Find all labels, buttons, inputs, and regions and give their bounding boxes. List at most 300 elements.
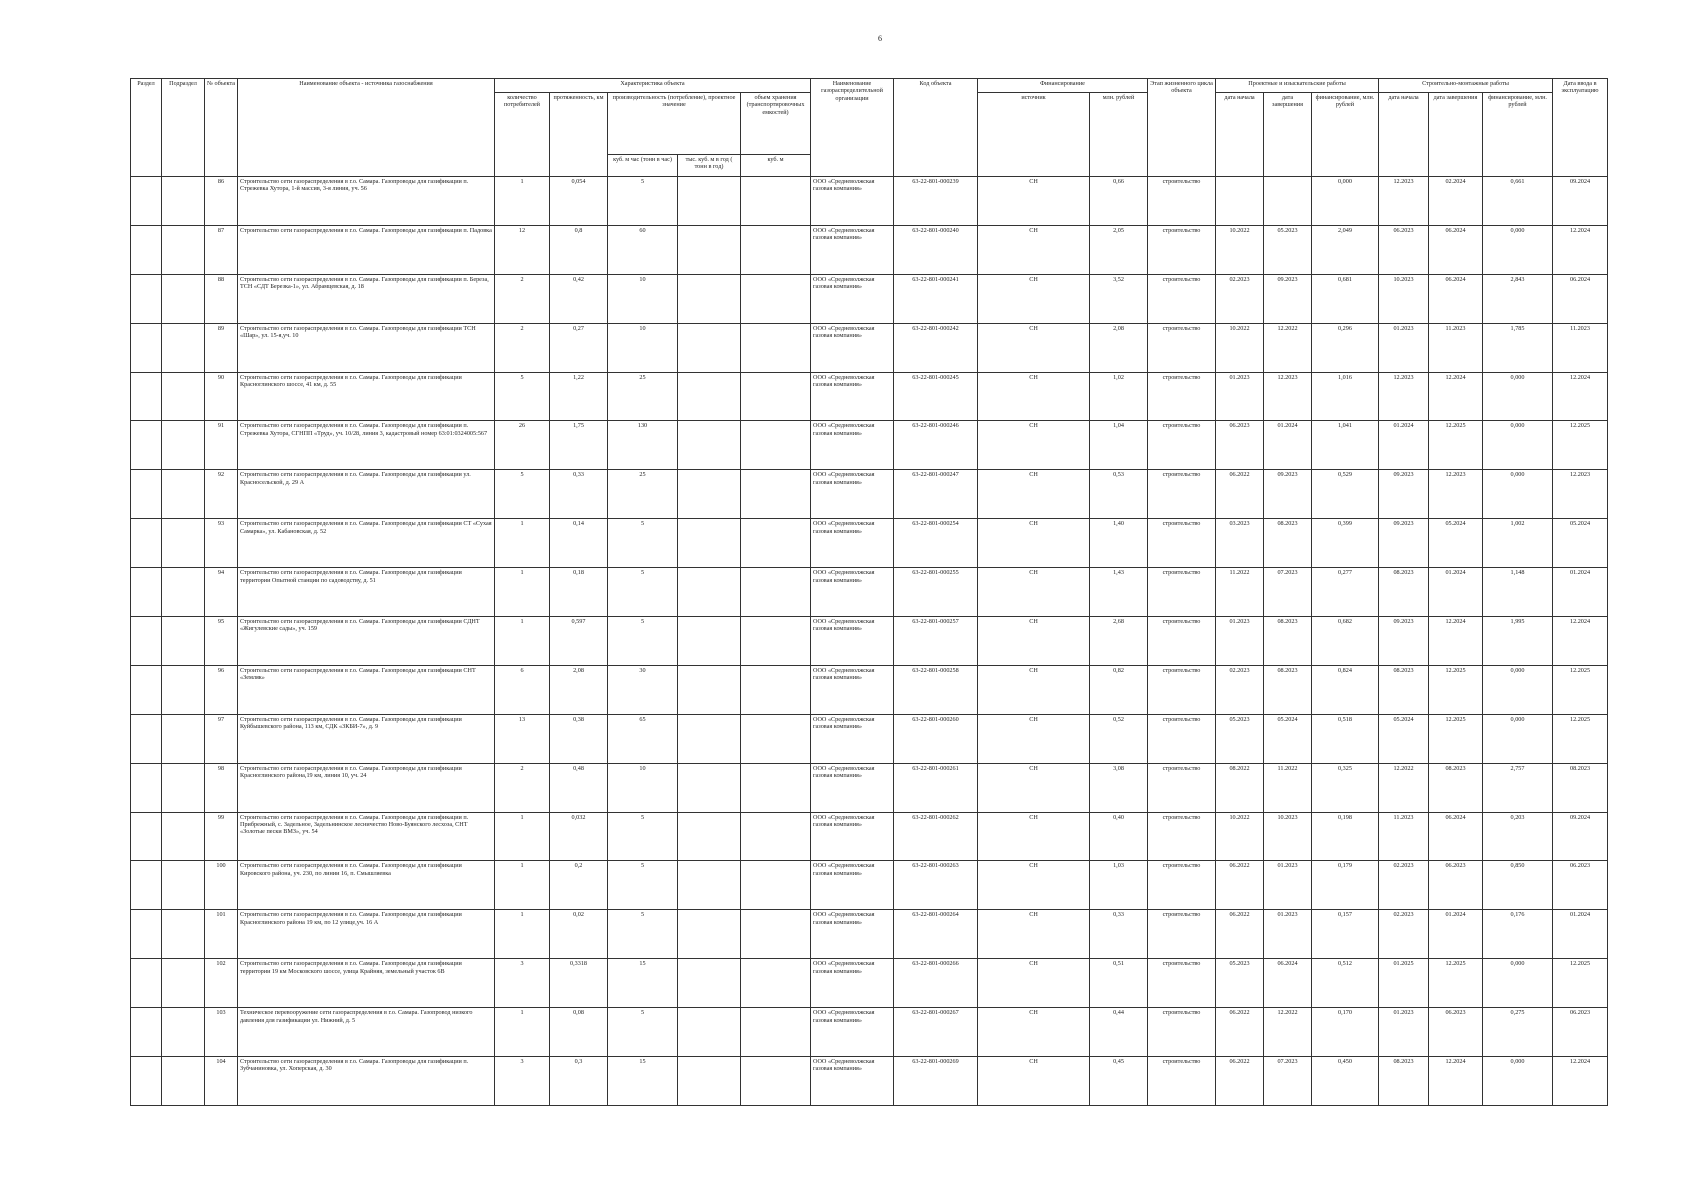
col-object-name: Наименование объекта - источника газоснабжения xyxy=(238,79,495,177)
section-cell xyxy=(131,323,162,372)
col-storage: объем хранения (транспортировочных емкостей) xyxy=(741,93,811,155)
section-cell xyxy=(131,177,162,226)
design-end-date: 01.2024 xyxy=(1264,421,1312,470)
object-name: Строительство сети газораспределения в г.о. Самара. Газопроводы для газификации п. Прибрежный, с. Задельное, Задельнинское лесничество Ново-Буянского лесхоза, СНТ «Золотые пески ВМЗ», уч. 54 xyxy=(238,812,495,861)
design-start-date: 05.2023 xyxy=(1216,959,1264,1008)
subsection-cell xyxy=(162,763,205,812)
financing-source: СН xyxy=(978,861,1090,910)
organization-name: ООО «Средневолжская газовая компания» xyxy=(811,714,894,763)
col-fin-amount: млн. рублей xyxy=(1090,93,1148,177)
construction-financing: 0,203 xyxy=(1483,812,1553,861)
capacity-hour: 15 xyxy=(608,1057,678,1106)
financing-amount: 0,52 xyxy=(1090,714,1148,763)
subsection-cell xyxy=(162,421,205,470)
object-number: 90 xyxy=(205,372,238,421)
length-km: 0,3318 xyxy=(550,959,608,1008)
table-row xyxy=(131,910,1608,959)
commission-date: 01.2024 xyxy=(1553,910,1608,959)
organization-name: ООО «Средневолжская газовая компания» xyxy=(811,861,894,910)
capacity-hour: 5 xyxy=(608,617,678,666)
consumers-count: 2 xyxy=(495,763,550,812)
construction-end-date: 02.2024 xyxy=(1429,177,1483,226)
object-name: Строительство сети газораспределения в г.о. Самара. Газопроводы для газификации Красноглинского шоссе, 41 км, д. 55 xyxy=(238,372,495,421)
storage-volume xyxy=(741,274,811,323)
financing-source: СН xyxy=(978,323,1090,372)
construction-financing: 0,000 xyxy=(1483,714,1553,763)
design-end-date: 09.2023 xyxy=(1264,470,1312,519)
construction-start-date: 08.2023 xyxy=(1379,665,1429,714)
table-row xyxy=(131,323,1608,372)
length-km: 0,8 xyxy=(550,225,608,274)
commission-date: 12.2025 xyxy=(1553,665,1608,714)
design-start-date: 06.2022 xyxy=(1216,861,1264,910)
financing-amount: 2,08 xyxy=(1090,323,1148,372)
capacity-year xyxy=(678,323,741,372)
financing-amount: 1,40 xyxy=(1090,519,1148,568)
capacity-hour: 5 xyxy=(608,861,678,910)
design-financing: 0,529 xyxy=(1312,470,1379,519)
design-start-date: 06.2022 xyxy=(1216,910,1264,959)
capacity-hour: 25 xyxy=(608,470,678,519)
length-km: 0,48 xyxy=(550,763,608,812)
financing-source: СН xyxy=(978,568,1090,617)
construction-financing: 0,000 xyxy=(1483,372,1553,421)
length-km: 1,22 xyxy=(550,372,608,421)
section-cell xyxy=(131,274,162,323)
col-subsection: Подраздел xyxy=(162,79,205,177)
financing-amount: 3,08 xyxy=(1090,763,1148,812)
organization-name: ООО «Средневолжская газовая компания» xyxy=(811,323,894,372)
financing-amount: 0,66 xyxy=(1090,177,1148,226)
construction-financing: 0,850 xyxy=(1483,861,1553,910)
page-number: 6 xyxy=(878,34,882,43)
object-number: 104 xyxy=(205,1057,238,1106)
object-number: 92 xyxy=(205,470,238,519)
object-number: 93 xyxy=(205,519,238,568)
commission-date: 12.2023 xyxy=(1553,470,1608,519)
design-end-date: 12.2023 xyxy=(1264,372,1312,421)
construction-start-date: 01.2024 xyxy=(1379,421,1429,470)
object-name: Строительство сети газораспределения в г.о. Самара. Газопроводы для газификации Красноглинского района 19 км, по 12 улице,уч. 16 А xyxy=(238,910,495,959)
organization-name: ООО «Средневолжская газовая компания» xyxy=(811,470,894,519)
object-name: Строительство сети газораспределения в г.о. Самара. Газопроводы для газификации ул. Красносельской, д. 29 А xyxy=(238,470,495,519)
construction-financing: 1,148 xyxy=(1483,568,1553,617)
object-name: Строительство сети газораспределения в г.о. Самара. Газопроводы для газификации Кировского района, уч. 230, по линии 16, п. Смышляевка xyxy=(238,861,495,910)
capacity-hour: 60 xyxy=(608,225,678,274)
col-capacity-hour: куб. м час (тонн в час) xyxy=(608,155,678,177)
col-length: протяженность, км xyxy=(550,93,608,177)
length-km: 0,42 xyxy=(550,274,608,323)
length-km: 0,38 xyxy=(550,714,608,763)
subsection-cell xyxy=(162,519,205,568)
construction-end-date: 12.2025 xyxy=(1429,959,1483,1008)
lifecycle-stage: строительство xyxy=(1148,959,1216,1008)
object-number: 97 xyxy=(205,714,238,763)
col-object-number: № объекта xyxy=(205,79,238,177)
construction-start-date: 01.2023 xyxy=(1379,323,1429,372)
length-km: 0,2 xyxy=(550,861,608,910)
object-number: 86 xyxy=(205,177,238,226)
storage-volume xyxy=(741,421,811,470)
consumers-count: 12 xyxy=(495,225,550,274)
design-end-date: 12.2022 xyxy=(1264,323,1312,372)
subsection-cell xyxy=(162,861,205,910)
design-end-date: 08.2023 xyxy=(1264,519,1312,568)
lifecycle-stage: строительство xyxy=(1148,763,1216,812)
construction-start-date: 12.2022 xyxy=(1379,763,1429,812)
table-row xyxy=(131,177,1608,226)
design-start-date: 10.2022 xyxy=(1216,812,1264,861)
financing-amount: 1,02 xyxy=(1090,372,1148,421)
organization-name: ООО «Средневолжская газовая компания» xyxy=(811,1057,894,1106)
col-storage-unit: куб. м xyxy=(741,155,811,177)
table-row xyxy=(131,470,1608,519)
section-cell xyxy=(131,959,162,1008)
construction-end-date: 06.2024 xyxy=(1429,274,1483,323)
lifecycle-stage: строительство xyxy=(1148,617,1216,666)
financing-amount: 3,52 xyxy=(1090,274,1148,323)
design-end-date: 01.2023 xyxy=(1264,910,1312,959)
object-code: 63-22-801-000263 xyxy=(894,861,978,910)
construction-end-date: 05.2024 xyxy=(1429,519,1483,568)
design-start-date: 05.2023 xyxy=(1216,714,1264,763)
design-start-date xyxy=(1216,177,1264,226)
construction-start-date: 05.2024 xyxy=(1379,714,1429,763)
table-row xyxy=(131,763,1608,812)
capacity-year xyxy=(678,910,741,959)
capacity-hour: 5 xyxy=(608,910,678,959)
construction-end-date: 06.2023 xyxy=(1429,861,1483,910)
storage-volume xyxy=(741,177,811,226)
section-cell xyxy=(131,421,162,470)
length-km: 1,75 xyxy=(550,421,608,470)
col-constr-fin: финансирование, млн. рублей xyxy=(1483,93,1553,177)
table-row xyxy=(131,617,1608,666)
consumers-count: 2 xyxy=(495,274,550,323)
table-row xyxy=(131,519,1608,568)
col-construction-works: Строительно-монтажные работы xyxy=(1379,79,1553,93)
table-row xyxy=(131,225,1608,274)
storage-volume xyxy=(741,470,811,519)
object-name: Строительство сети газораспределения в г.о. Самара. Газопроводы для газификации ТСН «Шар», ул. 15-я,уч. 10 xyxy=(238,323,495,372)
object-name: Строительство сети газораспределения в г.о. Самара. Газопроводы для газификации п. Падовка xyxy=(238,225,495,274)
storage-volume xyxy=(741,1057,811,1106)
financing-source: СН xyxy=(978,617,1090,666)
object-number: 102 xyxy=(205,959,238,1008)
table-row xyxy=(131,1008,1608,1057)
length-km: 0,27 xyxy=(550,323,608,372)
design-financing: 0,296 xyxy=(1312,323,1379,372)
length-km: 0,054 xyxy=(550,177,608,226)
capacity-hour: 5 xyxy=(608,177,678,226)
design-financing: 0,512 xyxy=(1312,959,1379,1008)
construction-start-date: 09.2023 xyxy=(1379,470,1429,519)
length-km: 2,08 xyxy=(550,665,608,714)
lifecycle-stage: строительство xyxy=(1148,470,1216,519)
capacity-year xyxy=(678,372,741,421)
design-start-date: 10.2022 xyxy=(1216,323,1264,372)
length-km: 0,14 xyxy=(550,519,608,568)
object-code: 63-22-801-000242 xyxy=(894,323,978,372)
capacity-year xyxy=(678,421,741,470)
section-cell xyxy=(131,372,162,421)
object-number: 99 xyxy=(205,812,238,861)
object-code: 63-22-801-000267 xyxy=(894,1008,978,1057)
financing-amount: 0,82 xyxy=(1090,665,1148,714)
commission-date: 12.2024 xyxy=(1553,617,1608,666)
design-start-date: 02.2023 xyxy=(1216,665,1264,714)
capacity-year xyxy=(678,714,741,763)
capacity-year xyxy=(678,568,741,617)
organization-name: ООО «Средневолжская газовая компания» xyxy=(811,372,894,421)
capacity-hour: 5 xyxy=(608,812,678,861)
col-section: Раздел xyxy=(131,79,162,177)
construction-financing: 0,176 xyxy=(1483,910,1553,959)
storage-volume xyxy=(741,568,811,617)
object-code: 63-22-801-000246 xyxy=(894,421,978,470)
design-end-date: 12.2022 xyxy=(1264,1008,1312,1057)
storage-volume xyxy=(741,372,811,421)
design-financing: 1,041 xyxy=(1312,421,1379,470)
design-start-date: 01.2023 xyxy=(1216,372,1264,421)
design-financing: 0,179 xyxy=(1312,861,1379,910)
object-code: 63-22-801-000254 xyxy=(894,519,978,568)
financing-source: СН xyxy=(978,910,1090,959)
length-km: 0,032 xyxy=(550,812,608,861)
col-capacity: производительность (потребление), проектное значение xyxy=(608,93,741,155)
section-cell xyxy=(131,225,162,274)
lifecycle-stage: строительство xyxy=(1148,177,1216,226)
capacity-hour: 15 xyxy=(608,959,678,1008)
lifecycle-stage: строительство xyxy=(1148,910,1216,959)
object-code: 63-22-801-000266 xyxy=(894,959,978,1008)
capacity-year xyxy=(678,225,741,274)
object-number: 89 xyxy=(205,323,238,372)
table-row xyxy=(131,1057,1608,1106)
capacity-year xyxy=(678,959,741,1008)
col-design-fin: финансирование, млн. рублей xyxy=(1312,93,1379,177)
construction-end-date: 06.2024 xyxy=(1429,812,1483,861)
subsection-cell xyxy=(162,1057,205,1106)
storage-volume xyxy=(741,225,811,274)
construction-end-date: 01.2024 xyxy=(1429,910,1483,959)
consumers-count: 3 xyxy=(495,1057,550,1106)
capacity-year xyxy=(678,665,741,714)
commission-date: 01.2024 xyxy=(1553,568,1608,617)
construction-start-date: 10.2023 xyxy=(1379,274,1429,323)
storage-volume xyxy=(741,617,811,666)
design-financing: 1,016 xyxy=(1312,372,1379,421)
design-financing: 0,681 xyxy=(1312,274,1379,323)
financing-amount: 2,05 xyxy=(1090,225,1148,274)
subsection-cell xyxy=(162,714,205,763)
commission-date: 12.2024 xyxy=(1553,225,1608,274)
commission-date: 12.2025 xyxy=(1553,959,1608,1008)
construction-end-date: 12.2024 xyxy=(1429,372,1483,421)
object-name: Строительство сети газораспределения в г.о. Самара. Газопроводы для газификации п. Зубчаниновка, ул. Хоперская, д. 30 xyxy=(238,1057,495,1106)
design-start-date: 03.2023 xyxy=(1216,519,1264,568)
financing-amount: 1,43 xyxy=(1090,568,1148,617)
object-name: Строительство сети газораспределения в г.о. Самара. Газопроводы для газификации п. Береза, ТСН «СДТ Березка-1», ул. Абрамцевская, д. 18 xyxy=(238,274,495,323)
construction-end-date: 06.2024 xyxy=(1429,225,1483,274)
financing-source: СН xyxy=(978,1057,1090,1106)
lifecycle-stage: строительство xyxy=(1148,665,1216,714)
capacity-hour: 130 xyxy=(608,421,678,470)
lifecycle-stage: строительство xyxy=(1148,323,1216,372)
storage-volume xyxy=(741,763,811,812)
object-code: 63-22-801-000269 xyxy=(894,1057,978,1106)
design-financing: 0,277 xyxy=(1312,568,1379,617)
col-design-end: дата завершения xyxy=(1264,93,1312,177)
capacity-year xyxy=(678,470,741,519)
construction-financing: 0,000 xyxy=(1483,665,1553,714)
col-consumers: количество потребителей xyxy=(495,93,550,177)
commission-date: 06.2023 xyxy=(1553,861,1608,910)
table-row xyxy=(131,274,1608,323)
design-end-date: 07.2023 xyxy=(1264,568,1312,617)
construction-end-date: 12.2024 xyxy=(1429,617,1483,666)
financing-source: СН xyxy=(978,714,1090,763)
design-end-date: 10.2023 xyxy=(1264,812,1312,861)
storage-volume xyxy=(741,665,811,714)
commission-date: 12.2025 xyxy=(1553,421,1608,470)
consumers-count: 1 xyxy=(495,177,550,226)
construction-start-date: 01.2023 xyxy=(1379,1008,1429,1057)
lifecycle-stage: строительство xyxy=(1148,861,1216,910)
object-name: Строительство сети газораспределения в г.о. Самара. Газопроводы для газификации СНТ «Земляк» xyxy=(238,665,495,714)
construction-start-date: 02.2023 xyxy=(1379,861,1429,910)
construction-financing: 0,661 xyxy=(1483,177,1553,226)
col-fin-source: источник xyxy=(978,93,1090,177)
commission-date: 11.2023 xyxy=(1553,323,1608,372)
design-end-date: 08.2023 xyxy=(1264,617,1312,666)
design-financing: 0,157 xyxy=(1312,910,1379,959)
capacity-hour: 10 xyxy=(608,274,678,323)
storage-volume xyxy=(741,861,811,910)
financing-amount: 1,03 xyxy=(1090,861,1148,910)
object-name: Строительство сети газораспределения в г.о. Самара. Газопроводы для газификации Куйбышевского района, 113 км, СДК «ЗКБИ-7», д. 9 xyxy=(238,714,495,763)
financing-amount: 0,44 xyxy=(1090,1008,1148,1057)
section-cell xyxy=(131,568,162,617)
object-code: 63-22-801-000240 xyxy=(894,225,978,274)
construction-end-date: 12.2025 xyxy=(1429,421,1483,470)
construction-end-date: 06.2023 xyxy=(1429,1008,1483,1057)
object-code: 63-22-801-000257 xyxy=(894,617,978,666)
capacity-hour: 65 xyxy=(608,714,678,763)
consumers-count: 6 xyxy=(495,665,550,714)
object-code: 63-22-801-000262 xyxy=(894,812,978,861)
design-end-date: 01.2023 xyxy=(1264,861,1312,910)
table-row xyxy=(131,812,1608,861)
consumers-count: 26 xyxy=(495,421,550,470)
construction-start-date: 01.2025 xyxy=(1379,959,1429,1008)
construction-end-date: 11.2023 xyxy=(1429,323,1483,372)
construction-financing: 0,000 xyxy=(1483,225,1553,274)
capacity-year xyxy=(678,763,741,812)
storage-volume xyxy=(741,714,811,763)
financing-source: СН xyxy=(978,1008,1090,1057)
commission-date: 12.2024 xyxy=(1553,372,1608,421)
construction-financing: 1,785 xyxy=(1483,323,1553,372)
design-end-date: 05.2024 xyxy=(1264,714,1312,763)
object-code: 63-22-801-000239 xyxy=(894,177,978,226)
object-code: 63-22-801-000241 xyxy=(894,274,978,323)
object-code: 63-22-801-000260 xyxy=(894,714,978,763)
object-number: 100 xyxy=(205,861,238,910)
subsection-cell xyxy=(162,617,205,666)
organization-name: ООО «Средневолжская газовая компания» xyxy=(811,910,894,959)
financing-source: СН xyxy=(978,665,1090,714)
object-code: 63-22-801-000258 xyxy=(894,665,978,714)
commission-date: 05.2024 xyxy=(1553,519,1608,568)
storage-volume xyxy=(741,1008,811,1057)
design-start-date: 02.2023 xyxy=(1216,274,1264,323)
consumers-count: 1 xyxy=(495,910,550,959)
construction-end-date: 08.2023 xyxy=(1429,763,1483,812)
commission-date: 06.2024 xyxy=(1553,274,1608,323)
section-cell xyxy=(131,1057,162,1106)
financing-source: СН xyxy=(978,763,1090,812)
design-start-date: 10.2022 xyxy=(1216,225,1264,274)
lifecycle-stage: строительство xyxy=(1148,714,1216,763)
subsection-cell xyxy=(162,812,205,861)
section-cell xyxy=(131,763,162,812)
design-financing: 0,325 xyxy=(1312,763,1379,812)
section-cell xyxy=(131,470,162,519)
gas-objects-table xyxy=(130,78,1608,1106)
subsection-cell xyxy=(162,323,205,372)
design-end-date: 09.2023 xyxy=(1264,274,1312,323)
object-code: 63-22-801-000264 xyxy=(894,910,978,959)
table-row xyxy=(131,959,1608,1008)
table-row xyxy=(131,568,1608,617)
design-end-date: 07.2023 xyxy=(1264,1057,1312,1106)
col-stage: Этап жизненного цикла объекта xyxy=(1148,79,1216,177)
construction-financing: 2,843 xyxy=(1483,274,1553,323)
design-financing: 0,824 xyxy=(1312,665,1379,714)
construction-financing: 2,757 xyxy=(1483,763,1553,812)
organization-name: ООО «Средневолжская газовая компания» xyxy=(811,617,894,666)
section-cell xyxy=(131,714,162,763)
col-commission-date: Дата ввода в эксплуатацию xyxy=(1553,79,1608,177)
capacity-year xyxy=(678,519,741,568)
object-number: 91 xyxy=(205,421,238,470)
capacity-hour: 5 xyxy=(608,519,678,568)
design-start-date: 11.2022 xyxy=(1216,568,1264,617)
object-number: 101 xyxy=(205,910,238,959)
construction-start-date: 08.2023 xyxy=(1379,1057,1429,1106)
lifecycle-stage: строительство xyxy=(1148,274,1216,323)
lifecycle-stage: строительство xyxy=(1148,372,1216,421)
col-financing: Финансирование xyxy=(978,79,1148,93)
section-cell xyxy=(131,910,162,959)
object-number: 88 xyxy=(205,274,238,323)
organization-name: ООО «Средневолжская газовая компания» xyxy=(811,568,894,617)
subsection-cell xyxy=(162,665,205,714)
object-code: 63-22-801-000261 xyxy=(894,763,978,812)
consumers-count: 5 xyxy=(495,470,550,519)
capacity-year xyxy=(678,617,741,666)
financing-source: СН xyxy=(978,470,1090,519)
design-start-date: 01.2023 xyxy=(1216,617,1264,666)
section-cell xyxy=(131,1008,162,1057)
financing-source: СН xyxy=(978,959,1090,1008)
capacity-hour: 30 xyxy=(608,665,678,714)
section-cell xyxy=(131,812,162,861)
financing-source: СН xyxy=(978,225,1090,274)
construction-financing: 1,002 xyxy=(1483,519,1553,568)
lifecycle-stage: строительство xyxy=(1148,1057,1216,1106)
